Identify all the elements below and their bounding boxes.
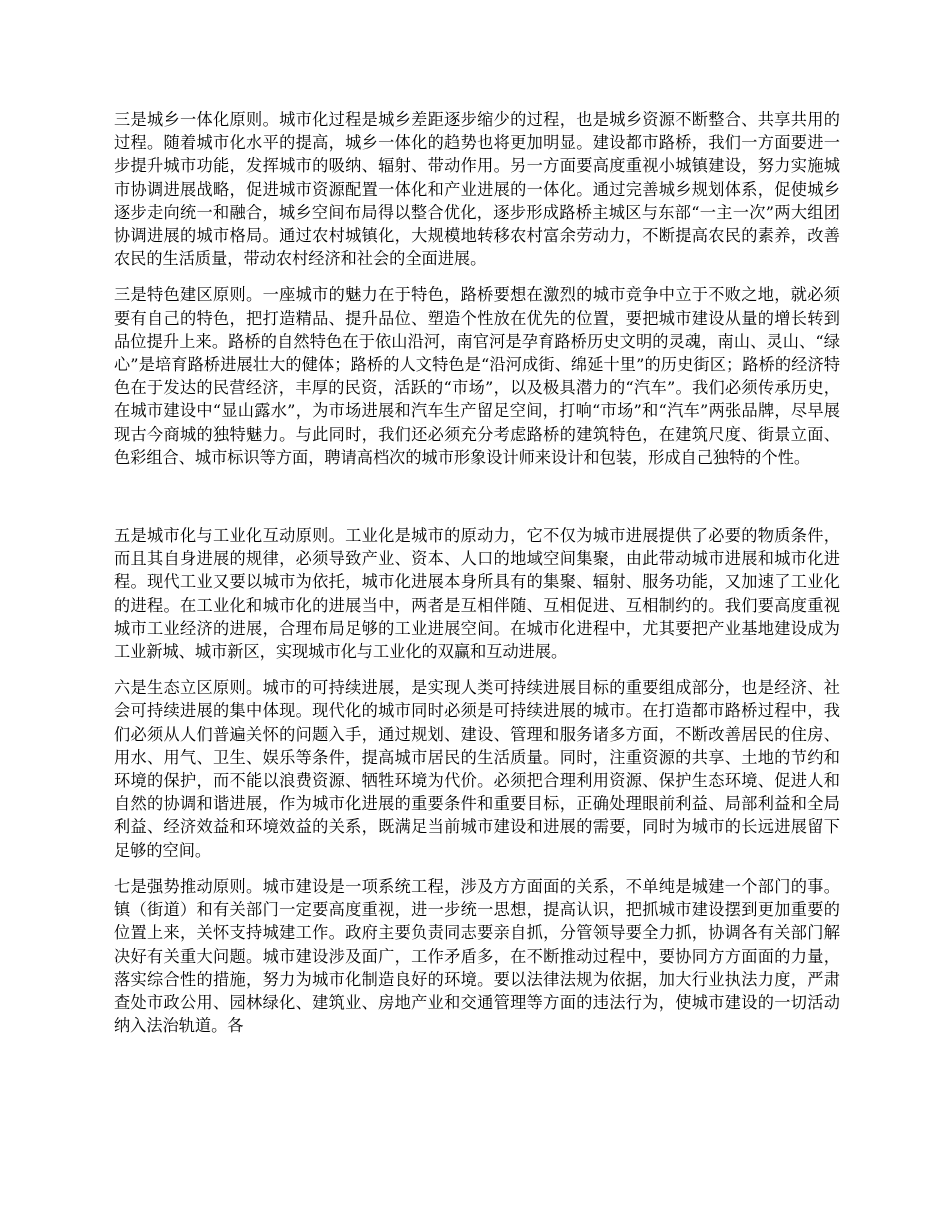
paragraph-ecological-district: 六是生态立区原则。城市的可持续进展，是实现人类可持续进展目标的重要组成部分，也是经济、社会可持续进展的集中体现。现代化的城市同时必须是可持续进展的城市。在打造都市路桥过程中，我们必须从人们普遍关怀的问题入手，通过规划、建设、管理和服务诸多方面，不断改善居民的住房、用水、用气、卫生、娱乐等条件，提高城市居民的生活质量。同时，注重资源的共享、土地的节约和环境的保护，而不能以浪费资源、牺牲环境为代价。必须把合理利用资源、保护生态环境、促进人和自然的协调和谐进展，作为城市化进展的重要条件和重要目标，正确处理眼前利益、局部利益和全局利益、经济效益和环境效益的关系，既满足当前城市建设和进展的需要，同时为城市的长远进展留下足够的空间。 (114, 678, 840, 860)
paragraph-urbanization-industrialization: 五是城市化与工业化互动原则。工业化是城市的原动力，它不仅为城市进展提供了必要的物质条件，而且其自身进展的规律，必须导致产业、资本、人口的地域空间集聚，由此带动城市进展和城市化进程。现代工业又要以城市为依托，城市化进展本身所具有的集聚、辐射、服务功能，又加速了工业化的进程。在工业化和城市化的进展当中，两者是互相伴随、互相促进、互相制约的。我们要高度重视城市工业经济的进展，合理布局足够的工业进展空间。在城市化进程中，尤其要把产业基地建设成为工业新城、城市新区，实现城市化与工业化的双赢和互动进展。 (114, 526, 840, 662)
paragraph-distinctive-district: 三是特色建区原则。一座城市的魅力在于特色，路桥要想在激烈的城市竞争中立于不败之地，就必须要有自己的特色，把打造精品、提升品位、塑造个性放在优先的位置，要把城市建设从量的增长转到品位提升上来。路桥的自然特色在于依山沿河，南官河是孕育路桥历史文明的灵魂，南山、灵山、“绿心”是培育路桥进展壮大的健体；路桥的人文特色是“沿河成街、绵延十里”的历史街区；路桥的经济特色在于发达的民营经济，丰厚的民资，活跃的“市场”，以及极具潜力的“汽车”。我们必须传承历史，在城市建设中“显山露水”，为市场进展和汽车生产留足空间，打响“市场”和“汽车”两张品牌，尽早展现古今商城的独特魅力。与此同时，我们还必须充分考虑路桥的建筑特色，在建筑尺度、街景立面、色彩组合、城市标识等方面，聘请高档次的城市形象设计师来设计和包装，形成自己独特的个性。 (114, 285, 840, 467)
paragraph-urban-rural-integration: 三是城乡一体化原则。城市化过程是城乡差距逐步缩少的过程，也是城乡资源不断整合、共享共用的过程。随着城市化水平的提高，城乡一体化的趋势也将更加明显。建设都市路桥，我们一方面要进一步提升城市功能，发挥城市的吸纳、辐射、带动作用。另一方面要高度重视小城镇建设，努力实施城市协调进展战略，促进城市资源配置一体化和产业进展的一体化。通过完善城乡规划体系，促使城乡逐步走向统一和融合，城乡空间布局得以整合优化，逐步形成路桥主城区与东部“一主一次”两大组团协调进展的城市格局。通过农村城镇化，大规模地转移农村富余劳动力，不断提高农民的素养，改善农民的生活质量，带动农村经济和社会的全面进展。 (114, 110, 840, 269)
paragraph-strong-promotion: 七是强势推动原则。城市建设是一项系统工程，涉及方方面面的关系，不单纯是城建一个部门的事。镇（街道）和有关部门一定要高度重视，进一步统一思想，提高认识，把抓城市建设摆到更加重要的位置上来，关怀支持城建工作。政府主要负责同志要亲自抓，分管领导要全力抓，协调各有关部门解决好有关重大问题。城市建设涉及面广，工作矛盾多，在不断推动过程中，要协同方方面面的力量，落实综合性的措施，努力为城市化制造良好的环境。要以法律法规为依据，加大行业执法力度，严肃查处市政公用、园林绿化、建筑业、房地产业和交通管理等方面的违法行为，使城市建设的一切活动纳入法治轨道。各 (114, 876, 840, 1036)
document-body (114, 108, 840, 1037)
